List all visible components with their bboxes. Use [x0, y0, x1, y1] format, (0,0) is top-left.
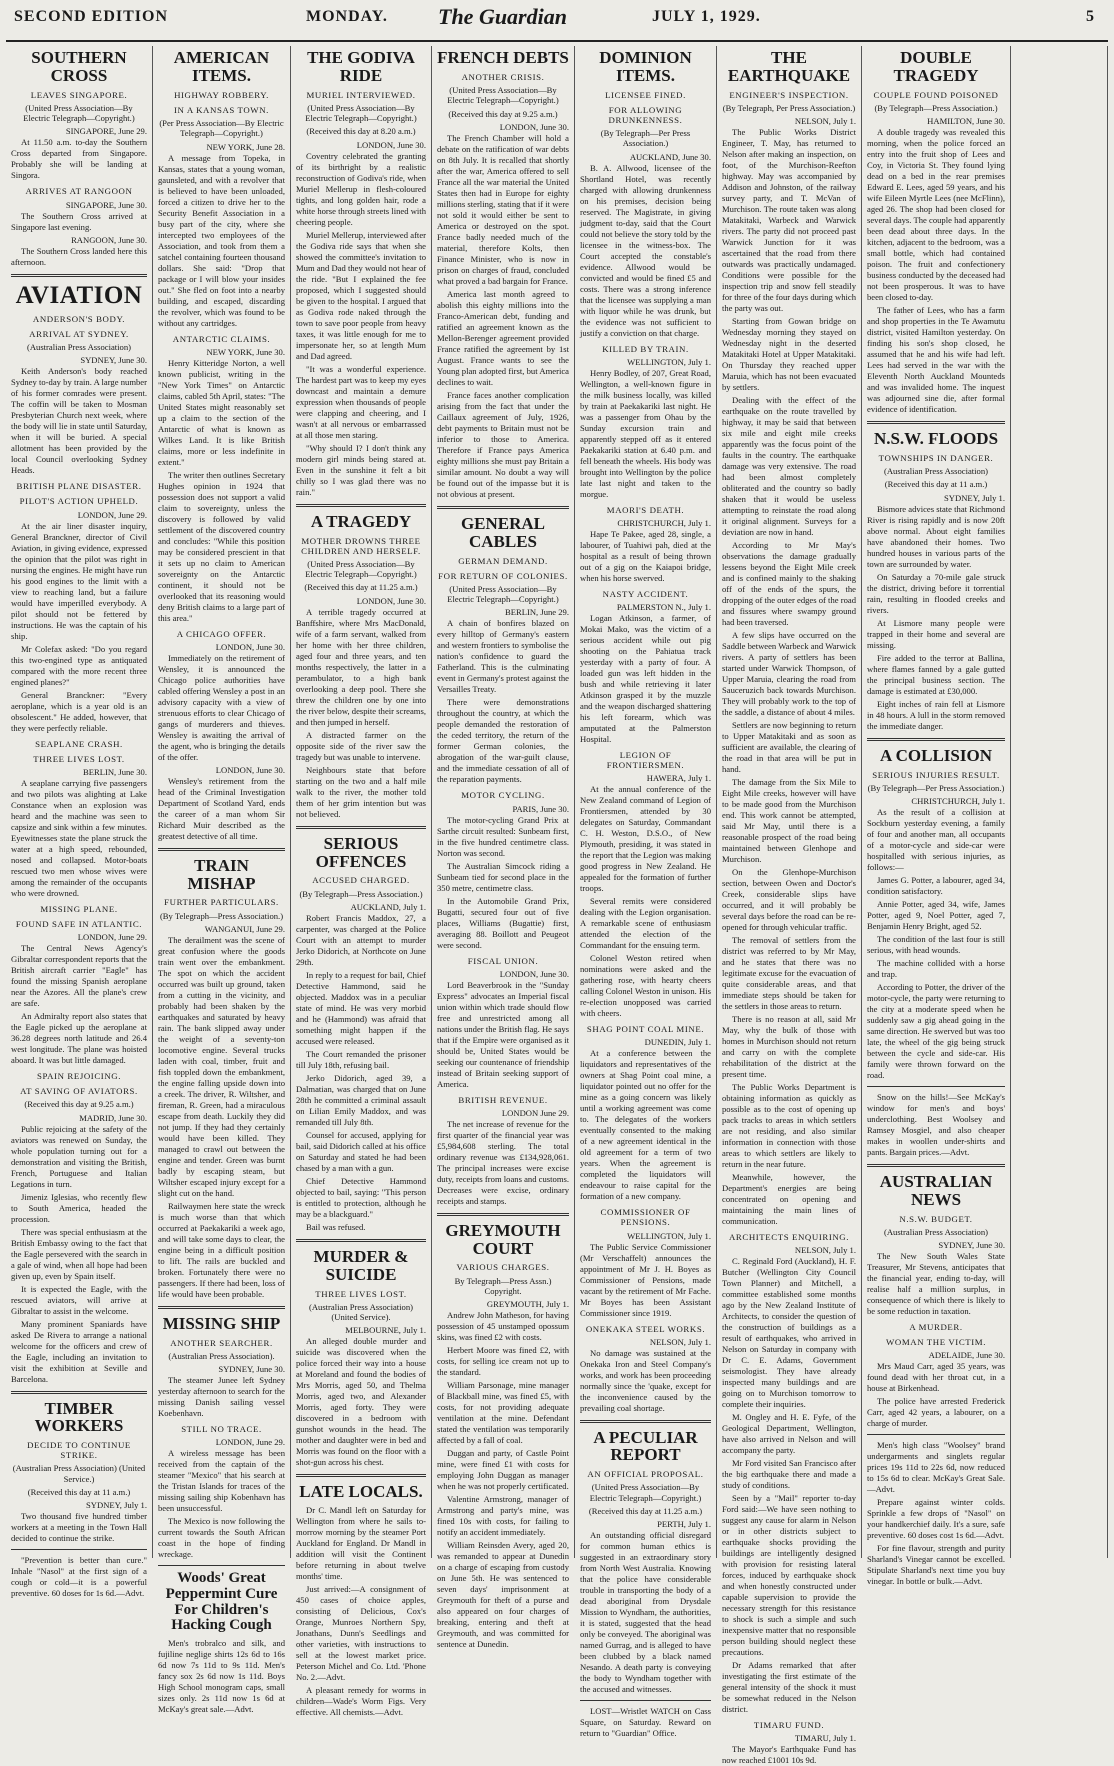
paragraph: At the annual conference of the New Zealand command of Legion of Frontiersmen, attended by 30 delegates on Saturday, Commandant C. H. Weston, D.S.O., of New Plymouth, presiding, it was stated in the report that the Legion was making good progress in New Zealand. He appealed for the formation of further troops.	[580, 784, 711, 894]
subheading: SPAIN REJOICING.	[36, 1070, 122, 1081]
dateline: CHRISTCHURCH, July 1.	[617, 517, 711, 528]
subheading: THREE LIVES LOST.	[33, 753, 125, 764]
dateline: DUNEDIN, July 1.	[644, 1037, 711, 1048]
paragraph: A wireless message has been received from the captain of the steamer "Mexico" that his search at the Tristan Islands for traces of the missing sailing ship Kobenhavn has been unsuccessful.	[158, 1448, 285, 1514]
paragraph: The net increase of revenue for the first quarter of the financial year was £5,984,608 sterling. The total ordinary revenue was £134,928,061. The principal increases were excise duty, receipts from loans and customs. Decreases were excise, ordinary receipts and stamps.	[437, 1118, 569, 1206]
subheading: LEGION OF FRONTIERSMEN.	[606, 749, 685, 771]
dateline: ADELAIDE, June 30.	[928, 1350, 1005, 1361]
headline: A TRAGEDY	[310, 511, 412, 531]
subheading: PILOT'S ACTION UPHELD.	[19, 496, 139, 507]
paragraph: The Southern Cross landed here this afternoon.	[11, 245, 147, 267]
column-rule	[867, 421, 1005, 424]
dateline: LONDON, June 29.	[215, 1437, 285, 1448]
source-credit: (United Press Association—By Electric Telegraph—Copyright.)	[447, 583, 559, 605]
paragraph: An Admiralty report also states that the Eagle picked up the aeroplane at 36.28 degrees north latitude and 26.4 west longitude. The plane was hoisted aboard. It was but little damaged.	[11, 1010, 147, 1065]
dateline: WELLINGTON, July 1.	[627, 356, 711, 367]
paragraph: James G. Potter, a labourer, aged 34, condition satisfactory.	[867, 874, 1005, 896]
paragraph: Counsel for accused, applying for bail, said Didorich called at his office on Saturday and stated he had been chased by a man with a gun.	[296, 1129, 426, 1173]
column-rule	[867, 738, 1005, 741]
paragraph: Mr Colefax asked: "Do you regard this two-engined type as antiquated compared with the more recent three engined planes?"	[11, 643, 147, 687]
dateline: SYDNEY, July 1.	[944, 492, 1005, 503]
column-5	[575, 46, 717, 1739]
paragraph: The removal of settlers from the district was referred to by Mr May, and he states that there was no legitimate excuse for the evacuation of quite considerable areas, and that immediate steps should be taken for the settlers in those areas to return.	[722, 935, 856, 1012]
paragraph: Mr Ford visited San Francisco after the big earthquake there and made a study of conditions.	[722, 1458, 856, 1491]
dateline: NEW YORK, June 30.	[206, 346, 285, 357]
paragraph: Jimeniz Iglesias, who recently flew to South America, headed the procession.	[11, 1191, 147, 1224]
source-credit: (Australian Press Association) (United Service.)	[12, 1463, 146, 1484]
headline: A COLLISION	[880, 745, 992, 765]
paragraph: The Public Works Department is obtaining information as quickly as possible as to the cost of opening up pack tracks to areas in which settlers are not residing, and also similar information in connection with those areas to which settlers are likely to return in the near future.	[722, 1082, 856, 1170]
headline: MURDER & SUICIDE	[313, 1246, 409, 1284]
paragraph: The Mexico is now following the current towards the South African coast in the hope of finding wreckage.	[158, 1516, 285, 1560]
paragraph: Dr C. Mandl left on Saturday for Wellington from where he sails to-morrow morning by the steamer Port Auckland for England. Dr Mandl in addition will visit the Continent before returning in about twelve months' time.	[296, 1505, 426, 1582]
column-4	[432, 46, 575, 1650]
paragraph: The police have arrested Frederick Carr, aged 42 years, a labourer, on a charge of murder.	[867, 1396, 1005, 1429]
paragraph: Annie Potter, aged 34, wife, James Potter, aged 9, Noel Potter, aged 7, Benjamin Henry Bright, aged 52.	[867, 898, 1005, 931]
column-6	[717, 46, 862, 1766]
column-rule	[296, 504, 426, 507]
column-rule	[11, 1549, 147, 1550]
paragraph: France faces another complication arising from the fact that under the Caillaux agreement of July, 1926, debt payments to Britain must not be inferior to those to America. Therefore if France pays America eighty millions she must pay Britain a similar amount. No doubt a way will be found out of the impasse but it is not obvious at present.	[437, 389, 569, 499]
subheading: HIGHWAY ROBBERY.	[174, 89, 269, 100]
source-credit: (By Telegraph—Per Press Association.)	[600, 128, 691, 149]
column-rule	[867, 1434, 1005, 1435]
paragraph: Coventry celebrated the granting of its birthright by a realistic reconstruction of Godiva's ride, when Muriel Mellerup in flesh-coloured tights, and long golden hair, rode a white horse through streets lined with cheering people.	[296, 150, 426, 227]
paragraph: C. Reginald Ford (Auckland), H. F. Butcher (Wellington City Council Town Planner) and Mitchell, a committee established some months ago by the New Zealand Institute of Architects, to consider the question of the construction of buildings as a result of earthquakes, who arrived in Nelson on Saturday in company with Dr C. E. Adams, Government seismologist. They have already inspected many buildings and are going on to Murchison tomorrow to complete their inquiries.	[722, 1256, 856, 1410]
paragraph: At 11.50 a.m. to-day the Southern Cross departed from Singapore. Probably she will be landing at Singora.	[11, 137, 147, 181]
headline: A PECULIAR REPORT	[593, 1427, 698, 1465]
paragraph: The condition of the last four is still serious, with head wounds.	[867, 933, 1005, 955]
paragraph: There is no reason at all, said Mr May, why the bulk of those with homes in Murchison should not return and carry on with the complete rehabilitation of the district at the present time.	[722, 1014, 856, 1080]
paragraph: Henry Bodley, of 207, Great Road, Wellington, a well-known figure in the milk business locally, was killed by train at Paekakariki last night. He was a passenger from Ohau by the Sunday excursion train and apparently stepped off as it entered Paekakariki station at 6.40 p.m. and fell beneath the wheels. His body was brought into Wellington by the police late last night and taken to the morgue.	[580, 367, 711, 499]
paragraph: The father of Lees, who has a farm and shop properties in the Te Awamutu district, visited Hamilton yesterday. On finding his son's shop closed, he assumed that he and his wife had left. Lees had served in the war with the Eleventh North Auckland Mounteds and was invalided home. The inquest was adjourned sine die, after formal evidence of identification.	[867, 305, 1005, 415]
paragraph: At Lismore many people were trapped in their home and several are missing.	[867, 617, 1005, 650]
subheading: KILLED BY TRAIN.	[602, 343, 689, 354]
dateline: SYDNEY, June 30.	[938, 1240, 1005, 1251]
paragraph: Settlers are now beginning to return to Upper Matakitaki and as soon as sufficient are available, the clearing of the road in that area will be put in hand.	[722, 720, 856, 775]
source-credit: (Received this day at 11 a.m.)	[27, 1487, 131, 1498]
source-credit: (United Press Association—By Electric Telegraph—Copyright.)	[447, 84, 559, 106]
dateline: NELSON, July 1.	[794, 116, 856, 127]
paragraph: The Australian Simcock riding a Sunbeam tied for second place in the 350 metre, centimetre class.	[437, 860, 569, 893]
dateline: HAMILTON, June 30.	[927, 116, 1005, 127]
paragraph: A distracted farmer on the opposite side of the river saw the tragedy but was unable to intervene.	[296, 729, 426, 762]
source-credit: (By Telegraph—Press Association.)	[874, 102, 998, 113]
dateline: LONDON, June 29.	[77, 509, 147, 520]
paragraph: The machine collided with a horse and trap.	[867, 957, 1005, 979]
subheading: SEAPLANE CRASH.	[35, 738, 123, 749]
paragraph: Henry Kitteridge Norton, a well known publicist, writing in the "New York Times" on Antarctic claims, cabled 5th April, states: "The United States might reasonably set up a claim to the section of the Antarctic of what is known as Wilkes Land. It is like British claims, more or less indefinite in extent."	[158, 357, 285, 467]
paragraph: In reply to a request for bail, Chief Detective Hammond, said he objected. Maddox was in a peculiar state of mind. He was very morbid and he (Hammond) was afraid that something might happen if the accused were released.	[296, 969, 426, 1046]
paragraph: The Public Service Commissioner (Mr Verschaffelt) announces the appointment of Mr J. H. Boyes as Commissioner of Pensions, made vacant by the retirement of Mr Fache. Mr Boyes has been Assistant Commissioner since 1919.	[580, 1241, 711, 1318]
headline: SERIOUS OFFENCES	[315, 833, 407, 871]
paragraph: Robert Francis Maddox, 27, a carpenter, was charged at the Police Court with an attempt to murder Jerko Didorich, at Northcote on June 29th.	[296, 912, 426, 967]
paragraph: In the Automobile Grand Prix, Bugatti, secured four out of five places, Williams (Bugattie) first, averaging 88. Boillott and Peugeot were second.	[437, 895, 569, 950]
paragraph: A terrible tragedy occurred at Banffshire, where Mrs MacDonald, wife of a farm servant, walked from her home with her three children, aged four and three years, and ten months respectively, the latter in a perambulator, to a high bank overlooking a deep pool. There she threw the children one by one into the river below, despite their screams, and then jumped in herself.	[296, 606, 426, 727]
subheading: FISCAL UNION.	[467, 955, 539, 966]
headline: THE GODIVA RIDE	[307, 48, 415, 85]
paragraph: General Branckner: "Every aeroplane, which is a year old is an obsolescent." He added, however, that they were perfectly reliable.	[11, 689, 147, 733]
subheading: SHAG POINT COAL MINE.	[586, 1024, 705, 1035]
paragraph: Public rejoicing at the safety of the aviators was renewed on Sunday, the whole population turning out for a demonstration and visiting the British, French, Portuguese and Italian Legations in turn.	[11, 1123, 147, 1189]
paragraph: Railwaymen here state the wreck is much worse than that which occurred at Paekakariki a week ago, and will take some days to clear, the engine being in a difficult position to lift. The rails are buckled and broken. Fortunately there were no passengers. If there had been, loss of life would have been probable.	[158, 1200, 285, 1299]
paragraph: A few slips have occurred on the Saddle between Warbeck and Warwick rivers. A party of settlers has been started under Warwick Thompson, of Upper Maruia, clearing the road from Sauceruzich back towards Murchison. They will probably work to the top of the saddle, a distance of about 4 miles.	[722, 630, 856, 718]
subheading: ARCHITECTS ENQUIRING.	[728, 1232, 850, 1243]
source-credit: (By Telegraph—Per Press Association.)	[867, 782, 1005, 793]
paragraph: A message from Topeka, in Kansas, states that a young woman, gaunsleted, and with a revolver that is believed to have been unloaded, forced a citizen to drive her to the Security Benefit Association in a busy part of the city, where she intercepted two employees of the Association, and took from them a satchel containing fourteen thousand dollars. She said: "Drop that package or I will blow your insides out." She fled on foot into a nearby building, and escaped, discarding the revolver, which was found to be without any cartridges.	[158, 152, 285, 328]
source-credit: (United Press Association—By Electric Telegraph—Copyright.)	[23, 102, 135, 124]
paragraph: Immediately on the retirement of Wensley, it is announced the Chicago police authorities have cabled offering Wensley a post in an advisory capacity with a view of strenuous efforts to clear Chicago of gangs of murderers and thieves. Wensley is awaiting the arrival of the agent, who is bringing the details of the offer.	[158, 652, 285, 762]
dateline: MADRID, June 30.	[79, 1112, 147, 1123]
dateline: GREYMOUTH, July 1.	[486, 1299, 569, 1310]
source-credit: By Telegraph—Press Assn.) Copyright.	[454, 1275, 552, 1296]
paragraph: An outstanding official disregard for common human ethics is suggested in an extraordinary story from North West Australia. Knowing that the police have considerable trouble in transporting the body of a dead aboriginal from Drysdale Mission to Wyndham, the authorities, it is stated, suggested that the head only be conveyed. The aboriginal was named Gurrag, and is alleged to have been clubbed by a black named Nesando. A death party is conveying the body to Wyndham together with the accused and witnesses.	[580, 1530, 711, 1695]
headline: Woods' Great Peppermint Cure For Children's Hacking Cough	[165, 1570, 278, 1634]
paragraph: Herbert Moore was fined £2, with costs, for selling ice cream not up to the standard.	[437, 1345, 569, 1378]
column-rule	[158, 848, 285, 851]
dateline: LONDON, June 30.	[215, 764, 285, 775]
paragraph: Eight inches of rain fell at Lismore in 48 hours. A lull in the storm removed the immediate danger.	[867, 698, 1005, 731]
dateline: PALMERSTON N., July 1.	[616, 601, 711, 612]
paragraph: The Central News Agency's Gibraltar correspondent reports that the British aircraft carrier "Eagle" has found the missing Spanish aeroplane near the Azores. All the plane's crew are safe.	[11, 942, 147, 1008]
source-credit: (Received this day at 11.25 a.m.)	[588, 1506, 703, 1517]
headline: MISSING SHIP	[162, 1313, 281, 1333]
dateline: CHRISTCHURCH, July 1.	[911, 795, 1005, 806]
dateline: SYDNEY, June 30.	[80, 355, 147, 366]
source-credit: (By Telegraph, Per Press Association.)	[722, 102, 856, 113]
subheading: ENGINEER'S INSPECTION.	[729, 89, 849, 100]
headline: LATE LOCALS.	[299, 1482, 423, 1502]
subheading: ANDERSON'S BODY.	[32, 313, 126, 324]
paragraph: Dealing with the effect of the earthquake on the route travelled by highway, it may be said that between six mile and eight mile creeks apparently was the focus point of the faults in the country. The earthquake damage was very extensive. The road had been almost completely obliterated and the country so badly shaken that it would be useless attempting to reinstate the road along it original alignment. Surveys for a deviation are now in hand.	[722, 395, 856, 538]
source-credit: (Australian Press Association)	[883, 466, 989, 477]
paragraph: "It was a wonderful experience. The hardest part was to keep my eyes downcast and maintain a demure expression when thousands of people were clapping and cheering, and I wasn't at all nervous or embarrassed at all those men staring.	[296, 363, 426, 440]
paragraph: For fine flavour, strength and purity Sharland's Vinegar cannot be excelled. Stipulate Sharland's next time you buy vinegar. In bottle or bulk.—Advt.	[867, 1543, 1005, 1587]
paragraph: The Southern Cross arrived at Singapore last evening.	[11, 210, 147, 232]
paragraph: No damage was sustained at the Onekaka Iron and Steel Company's works, and work has been proceeding normally since the 'quake, except for the inconvenience caused by the prevailing coal shortage.	[580, 1347, 711, 1413]
paragraph: Wensley's retirement from the head of the Criminal Investigation Department of Scotland Yard, ends the career of a man whom Sir Richard Muir described as the greatest detective of all time.	[158, 775, 285, 841]
newspaper-title: The Guardian	[438, 4, 567, 29]
subheading: N.S.W. BUDGET.	[899, 1213, 973, 1224]
paragraph: Just arrived:—A consignment of 450 cases of choice apples, consisting of Delicious, Cox's Orange, Munroes Northern Spy, Jonathans, Dunn's Seedlings and other varieties, with instructions to sell at the lowest market price. Peterson Michel and Co. Ltd. 'Phone No. 2.—Advt.	[296, 1584, 426, 1683]
paragraph: As the result of a collision at Sockburn yesterday evening, a family of four and another man, all occupants of a motor-cycle and side-car were hospitalled with serious injuries, as follows:—	[867, 806, 1005, 872]
source-credit: (United Press Association—By Electric Telegraph—Copyright.)	[589, 1482, 702, 1503]
source-credit: (By Telegraph—Press Association.)	[299, 888, 423, 899]
paragraph: At the air liner disaster inquiry, General Branckner, director of Civil Aviation, in giving evidence, expressed the opinion that the pilot was right in nursing the engines. He might have run his good engines to the limit with a view to reaching land, but a failure would have imperilled everybody. A pilot should not be fettered by instructions. He was the captain of his ship.	[11, 520, 147, 641]
day-label: MONDAY.	[306, 8, 388, 25]
headline: THE EARTHQUAKE	[727, 48, 851, 85]
headline: DOUBLE TRAGEDY	[893, 48, 979, 85]
paragraph: The Public Works District Engineer, T. May, has returned to Nelson after making an inspection, on foot, of the Murchison-Reefton highway. May was accompanied by Addison and Johnston, of the railway survey party, and T. McVan of Murchison. The route taken was along Matakitaki, Warbeck and Warwick rivers. The party did not proceed past Warwick Junction for it was ascertained that the road from there outwards was practically undamaged. Conditions were possible for the inspection trip and snow fell steadily for three of the four days during which the party was out.	[722, 127, 856, 314]
paragraph: A double tragedy was revealed this morning, when the police forced an entry into the fruit shop of Lees and Coy, in Victoria St. They found lying dead on a bed in the rear premises Edward E. Lees, aged 59 years, and his wife Eileen Myrtle Lees (nee McFlinn), aged 26. The shop had been closed for several days. The couple had apparently been dead about three days. In the kitchen, adjacent to the bedroom, was a small bottle, which had contained poison. The fruit and confectionery business conducted by the deceased had not been prosperous. It was to have been closed to-day.	[867, 127, 1005, 303]
subheading: MURIEL INTERVIEWED.	[306, 89, 416, 100]
paragraph: The derailment was the scene of great confusion where the goods train went over the embankment. The spot on which the accident occurred was built up ground, taken from a cutting in the vicinity, and probably had been shaken by the earthquakes and saturated by heavy rain. The bank slipped away under the weight of a seventy-ton locomotive engine. Several trucks laden with coal, timber, fruit and fish toppled down the embankment, the engine falling upside down into a creek. The driver, R. Wiltsher, and fireman, R. Green, had a miraculous escape from death. Luckily they did not jump. If they had they certainly would have been killed. They managed to crawl out between the engine and tender. Green was burnt badly by escaping steam, but Wiltsher escaped injury except for a slight cut on the hand.	[158, 934, 285, 1198]
paragraph: An alleged double murder and suicide was discovered when the police forced their way into a house at Moreland and found the bodies of Mrs Morris, aged 50, and Thelma Morris, aged two, and Alexander Morris, aged forty. They were discovered in a bedroom with gunshot wounds in the head. The mother and daughter were in bed and Morris was found on the floor with a shot-gun across his chest.	[296, 1336, 426, 1468]
source-credit: (United Press Association—By Electric Telegraph—Copyright.)	[305, 558, 417, 580]
paragraph: The damage from the Six Mile to Eight Mile creeks, however will have to be made good from the Murchison end. This work cannot be attempted, said Mr May, until there is a reasonable prospect of the road being maintained between Glenhope and Murchison.	[722, 777, 856, 865]
source-credit: (Australian Press Association) (United Service).	[308, 1301, 414, 1322]
dateline: LONDON, June 30.	[356, 139, 426, 150]
dateline: PARIS, June 30.	[512, 803, 569, 814]
paragraph: Bismore advices state that Richmond River is rising rapidly and is now 20ft above normal. About eight families have abandoned their homes. Two hundred houses in various parts of the town are surrounded by water.	[867, 503, 1005, 569]
dateline: WELLINGTON, July 1.	[627, 1230, 711, 1241]
headline: AUSTRALIAN NEWS	[879, 1171, 993, 1209]
paragraph: LOST—Wristlet WATCH on Cass Square, on Saturday. Reward on return to "Guardian" Office.	[580, 1706, 711, 1739]
column-rule	[158, 1306, 285, 1309]
source-credit: (Per Press Association—By Electric Telegraph—Copyright.)	[159, 117, 284, 139]
column-8	[1011, 46, 1108, 1558]
paragraph: On Saturday a 70-mile gale struck the district, driving before it torrential rain, resulting in flooded creeks and rivers.	[867, 571, 1005, 615]
paragraph: "Prevention is better than cure." Inhale "Nasol" at the first sign of a cough or cold—it is a powerful preventive. 60 doses for 1s 6d.—Advt.	[11, 1555, 147, 1599]
source-credit: (Received this day at 9.25 a.m.)	[448, 108, 558, 119]
source-credit: (Australian Press Association)	[883, 1226, 989, 1237]
paragraph: Prepare against winter colds. Sprinkle a few drops of "Nasol" on your handkerchief daily. It's a sure, safe preventive. 60 doses cost 1s 6d.—Advt.	[867, 1497, 1005, 1541]
paragraph: Men's trobralco and silk, and fujiline neglige shirts 12s 6d to 16s 6d now 7s 11d to 9s 11d. Men's fancy sox 2s 6d now 1s 11d. Boys High School monogram caps, small sizes only. 2s 11d now 1s 6d at McKay's great sale.—Advt.	[158, 1638, 285, 1715]
dateline: BERLIN, June 29.	[505, 607, 569, 618]
dateline: PERTH, July 1.	[657, 1519, 711, 1530]
paragraph: Keith Anderson's body reached Sydney to-day by train. A large number of his former comrades were present. The coffin will be taken to Mosman Presbyterian Church next week, where the body will lie in state until Saturday, when it will be buried. A special allotment has been provided by the local Council overlooking Sydney Heads.	[11, 366, 147, 476]
paragraph: There were demonstrations throughout the country, at which the people demanded the restoration of the ceded territory, the return of the former German colonies, the abrogation of the war-guilt clause, and the immediate cessation of all of the reparation payments.	[437, 697, 569, 785]
source-credit: (Australian Press Association).	[168, 1350, 275, 1361]
paragraph: On the Glenhope-Murchison section, between Owen and Doctor's Creek, considerable slips have occurred, and it will probably be several days before the road can be re-opened for through vehicular traffic.	[722, 867, 856, 933]
source-credit: (By Telegraph—Press Association.)	[159, 910, 284, 921]
paragraph: Valentine Armstrong, manager of Armstrong and party's mine, was fined 10s with costs, for failing to notify an accident immediately.	[437, 1494, 569, 1538]
headline: TRAIN MISHAP	[187, 855, 256, 893]
paragraph: According to Mr May's observations the damage gradually lessens beyond the Eight Mile creek and is confined mainly to the shaking off of the ends of the spurs, the dropping of the outer edges of the road and fissures where swampy ground had been traversed.	[722, 540, 856, 628]
subheading: FOR RETURN OF COLONIES.	[438, 570, 568, 581]
headline: N.S.W. FLOODS	[873, 429, 999, 449]
column-rule	[296, 1239, 426, 1242]
subheading: FOR ALLOWING DRUNKENNESS.	[608, 104, 683, 125]
paragraph: Logan Atkinson, a farmer, of Mokai Mako, was the victim of a serious accident while out pig shooting on the Pahiatua track yesterday with a party of four. A loaded gun was left hidden in the bush and while retrieving it later Atkinson grasped it by the muzzle and the weapon discharged shattering his left forearm, which was amputated at the Palmerston Hospital.	[580, 612, 711, 744]
column-1	[6, 46, 153, 1599]
subheading: IN A KANSAS TOWN.	[174, 104, 269, 115]
subheading: TIMARU FUND.	[753, 1720, 825, 1731]
paragraph: A pleasant remedy for worms in children—Wade's Worm Figs. Very effective. All chemists.—Advt.	[296, 1685, 426, 1718]
paragraph: Starting from Gowan bridge on Wednesday morning they stayed on Wednesday night in the deserted Matakitaki Hotel at Upper Matakitaki. On Thursday they reached upper Maruia, which has not been evacuated by settlers.	[722, 316, 856, 393]
paragraph: Hape Te Pakee, aged 28, single, a labourer, of Tuahiwi pah, died at the hospital as a result of being thrown out of a gig on the Kaiapoi bridge, when his horse swerved.	[580, 528, 711, 583]
dateline: LONDON, June 30.	[499, 121, 569, 132]
dateline: MELBOURNE, July 1.	[345, 1325, 426, 1336]
paragraph: William Parsonage, mine manager of Blackball mine, was fined £5, with costs, for not providing adequate ventilation at the mine. Defendant stated the ventilation was temporarily affected by a fall of coal.	[437, 1380, 569, 1446]
source-credit: (United Press Association—By Electric Telegraph—Copyright.)	[305, 102, 417, 124]
subheading: ANOTHER SEARCHER.	[170, 1337, 273, 1348]
column-rule	[867, 1086, 1005, 1087]
subheading: COMMISSIONER OF PENSIONS.	[600, 1207, 691, 1228]
subheading: SERIOUS INJURIES RESULT.	[872, 769, 1000, 780]
paragraph: Chief Detective Hammond objected to bail, saying: "This person is entitled to protection, although he may be a blackguard."	[296, 1175, 426, 1219]
subheading: MOTHER DROWNS THREE CHILDREN AND HERSELF.	[301, 535, 421, 556]
paragraph: The Mayor's Earthquake Fund has now reached £1001 10s 9d.	[722, 1744, 856, 1766]
masthead	[6, 2, 1108, 42]
paragraph: Snow on the hills!—See McKay's window for men's and boys' underclothing. Best Woolsey and Ramsey Mosgiel, and also cheaper makes in woollen under-shirts and pants. Bargain prices.—Advt.	[867, 1091, 1005, 1157]
paragraph: Andrew John Matheson, for having possession of 45 unstamped opossum skins, was fined £2 with costs.	[437, 1310, 569, 1343]
source-credit: (Received this day at 11.25 a.m.)	[304, 582, 418, 593]
headline: GREYMOUTH COURT	[445, 1220, 561, 1258]
paragraph: Fire added to the terror at Ballina, where flames fanned by a gale gutted the principal business section. The damage is estimated at £30,000.	[867, 652, 1005, 696]
dateline: LONDON, June 30.	[499, 968, 569, 979]
dateline: SINGAPORE, June 29.	[65, 126, 147, 137]
dateline: RANGOON, June 30.	[71, 234, 147, 245]
paragraph: According to Potter, the driver of the motor-cycle, the party were returning to the city at a moderate speed when he suddenly saw a gig ahead going in the same direction. He swerved but was too late, the wheel of the gig being struck between the cycle and side-car. His family were thrown forward on the road.	[867, 981, 1005, 1080]
column-rule	[296, 1474, 426, 1477]
headline: DOMINION ITEMS.	[599, 48, 692, 85]
subheading: BRITISH PLANE DISASTER.	[16, 481, 142, 492]
dateline: AUCKLAND, July 1.	[350, 901, 426, 912]
column-rule	[158, 1565, 285, 1566]
headline: GENERAL CABLES	[460, 513, 546, 551]
paragraph: Duggan and party, of Castle Point mine, were fined £1 with costs for employing John Duggan as manager when he was not properly certificated.	[437, 1448, 569, 1492]
subheading: DECIDE TO CONTINUE STRIKE.	[27, 1440, 131, 1461]
dateline: SYDNEY, June 30.	[218, 1364, 285, 1375]
column-rule	[437, 506, 569, 509]
paragraph: Two thousand five hundred timber workers at a meeting in the Town Hall decided to continue the strike.	[11, 1511, 147, 1544]
subheading: NASTY ACCIDENT.	[602, 588, 689, 599]
paragraph: The Court remanded the prisoner till July 18th, refusing bail.	[296, 1048, 426, 1070]
column-rule	[580, 1420, 711, 1423]
column-rule	[437, 1213, 569, 1216]
paragraph: William Reinsden Avery, aged 20, was remanded to appear at Dunedin on a charge of escaping from custody on June 5th. He was sentenced to seven days' imprisonment at Greymouth for theft of a purse and also appeared on four charges of breaking, entering and theft at Greymouth, and was committed for sentence at Dunedin.	[437, 1540, 569, 1650]
headline: AMERICAN ITEMS.	[173, 48, 270, 85]
headline: FRENCH DEBTS	[437, 48, 569, 67]
paragraph: "Why should I? I don't think any modern girl minds being stared at. Even in the sunshine it felt a bit chilly so I was glad there was no rain."	[296, 442, 426, 497]
paragraph: B. A. Allwood, licensee of the Shortland Hotel, was recently charged with allowing drunkenness on his premises, decision being reserved. The Magistrate, in giving judgment to-day, said that the Court could not believe the story told by the licensee in the witness-box. The Court accepted the constable's evidence. Allwood would be convicted and would be fined £5 and costs. There was a strong inference that the licensee was supplying a man with liquor while he was drunk, but the evidence was not sufficient to justify a conviction on that charge.	[580, 162, 711, 338]
dateline: HAWERA, July 1.	[646, 773, 711, 784]
paragraph: A seaplane carrying five passengers and two pilots was alighting at Lake Constance when an explosion was heard and the machine was seen to capsize and sink within a few minutes. Eyewitnesses state the plane struck the water at a high speed, rebounded, nosed and collapsed. Motor-boats rescued two men whose wives were among the remainder of the occupants who were drowned.	[11, 777, 147, 898]
paragraph: Many prominent Spaniards have asked De Rivera to arrange a national welcome for the officers and crew of the Eagle, including an invitation to visit the exhibition at Seville and Barcelona.	[11, 1318, 147, 1384]
column-3	[291, 46, 432, 1718]
subheading: AN OFFICIAL PROPOSAL.	[587, 1469, 704, 1480]
column-rule	[867, 1164, 1005, 1167]
paragraph: Men's high class "Woolsey" brand undergarments and singlets regular prices 19s 11d to 22s 6d, now reduced to 15s 6d to clear. McKay's Great Sale.—Advt.	[867, 1440, 1005, 1495]
subheading: BRITISH REVENUE.	[458, 1094, 548, 1105]
dateline: SINGAPORE, June 30.	[65, 199, 147, 210]
paragraph: Seen by a "Mail" reporter to-day Ford said:—We have seen nothing to suggest any cause for alarm in Nelson or in other districts subject to earthquake shocks providing the buildings are intelligently designed with provision for resisting lateral forces, induced by earthquake shock and when honestly constructed under capable supervision to provide the necessary strength for this resistance to shock is such a simple and such inexpensive matter that no responsible person building should neglect these precautions.	[722, 1493, 856, 1658]
dateline: TIMARU, July 1.	[794, 1733, 856, 1744]
subheading: AT SAVING OF AVIATORS.	[20, 1086, 138, 1097]
paragraph: Jerko Didorich, aged 39, a Dalmatian, was charged that on June 28th he committed a criminal assault on Lilian Emily Maddox, and was remanded till July 8th.	[296, 1072, 426, 1127]
dateline: AUCKLAND, June 30.	[629, 151, 711, 162]
subheading: COUPLE FOUND POISONED	[873, 89, 999, 100]
paragraph: The New South Wales State Treasurer, Mr Stevens, anticipates that the financial year, ending to-day, will realise half a million surplus, in consequence of which there is likely to be some reduction in taxation.	[867, 1251, 1005, 1317]
paragraph: America last month agreed to abolish this eighty millions into the Franco-American debt, funding and ratified an agreement known as the Mellon-Berenger agreement provided France ratified the agreement by 1st August. France wants to see the Young plan adopted first, but America declines to wait.	[437, 288, 569, 387]
paragraph: At a conference between the liquidators and representatives of the owners at Shag Point coal mine, a liquidator pointed out no offer for the mine as a going concern was likely until a working agreement was come to. The delegates of the workers eventually consented to the making of a new agreement identical in the old agreement for a term of two years. When the agreement is completed the liquidators will endeavour to raise capital for the formation of a new company.	[580, 1048, 711, 1202]
dateline: LONDON, June 29.	[77, 931, 147, 942]
subheading: A MURDER.	[909, 1322, 963, 1333]
headline: TIMBER WORKERS	[34, 1398, 124, 1436]
subheading: STILL NO TRACE.	[181, 1424, 262, 1435]
subheading: ONEKAKA STEEL WORKS.	[585, 1323, 706, 1334]
paragraph: Bail was refused.	[306, 1221, 366, 1232]
dateline: BERLIN, June 30.	[83, 766, 147, 777]
subheading: LICENSEE FINED.	[605, 89, 686, 100]
subheading: MISSING PLANE.	[40, 903, 118, 914]
page-number: 5	[1086, 8, 1095, 25]
subheading: MOTOR CYCLING.	[461, 790, 545, 801]
dateline: LONDON June 29.	[501, 1107, 569, 1118]
subheading: GERMAN DEMAND.	[458, 555, 548, 566]
edition-label: SECOND EDITION	[14, 8, 169, 25]
dateline: SYDNEY, July 1.	[86, 1500, 147, 1511]
paragraph: Mrs Maud Carr, aged 35 years, was found dead with her throat cut, in a house at Birkenhead.	[867, 1361, 1005, 1394]
paragraph: The motor-cycling Grand Prix at Sarthe circuit resulted: Sunbeam first, in the five hundred centimetre class. Norton was second.	[437, 814, 569, 858]
headline: SOUTHERN CROSS	[31, 48, 127, 85]
subheading: ANTARCTIC CLAIMS.	[172, 333, 271, 344]
paragraph: A chain of bonfires blazed on every hilltop of Germany's eastern and western frontiers to symbolise the nation's confidence to guard the Fatherland. This is the culminating event in Germany's protest against the Versailles Treaty.	[437, 618, 569, 695]
paragraph: The steamer Junee left Sydney yesterday afternoon to search for the missing Danish sailing vessel Koebenhavn.	[158, 1375, 285, 1419]
subheading: TOWNSHIPS IN DANGER.	[878, 452, 994, 463]
subheading: ARRIVAL AT SYDNEY.	[29, 328, 129, 339]
dateline: NELSON, July 1.	[649, 1336, 711, 1347]
source-credit: (Received this day at 11 a.m.)	[884, 479, 988, 490]
paragraph: Several remits were considered dealing with the Legion organisation. A remarkable scene of enthusiasm attended the election of the Commandant for the ensuing term.	[580, 896, 711, 951]
dateline: NEW YORK, June 28.	[206, 141, 285, 152]
subheading: LEAVES SINGAPORE.	[30, 89, 128, 100]
column-rule	[296, 826, 426, 829]
column-rule	[11, 274, 147, 277]
source-credit: (Received this day at 9.25 a.m.)	[24, 1099, 134, 1110]
paragraph: Colonel Weston retired when nominations were asked and the gathering rose, with hearty cheers calling Colonel Weston in unison. His re-election unopposed was carried with cheers.	[580, 953, 711, 1019]
paragraph: Lord Beaverbrook in the "Sunday Express" advocates an Imperial fiscal union within which trade should flow free and unrestricted among all nations under the British flag. He says that if the Empire were organised as it should be, United States would be seeking our countenance of friendship instead of Britain seeking support of America.	[437, 979, 569, 1089]
column-rule	[11, 1391, 147, 1394]
headline: AVIATION	[15, 281, 143, 309]
subheading: ARRIVES AT RANGOON	[25, 186, 133, 197]
paragraph: The French Chamber will hold a debate on the ratification of war debts on 8th July. It is recalled that shortly after the war, America offered to sell France all the war material the United States then had in Europe for eighty millions sterling, stating that if it were not sold it would either be sent to America or destroyed on the spot. France badly needed much of the material, therefore Kolts, then Finance Minister, who is now in prison on charges of fraud, concluded what proved a bad bargain for France.	[437, 132, 569, 286]
date-label: JULY 1, 1929.	[652, 8, 761, 25]
subheading: WOMAN THE VICTIM.	[885, 1337, 987, 1348]
column-rule	[580, 1700, 711, 1701]
subheading: VARIOUS CHARGES.	[456, 1262, 550, 1273]
subheading: FURTHER PARTICULARS.	[164, 897, 279, 908]
column-7	[862, 46, 1011, 1587]
dateline: NELSON, July 1.	[794, 1245, 856, 1256]
source-credit: (Australian Press Association)	[26, 342, 132, 352]
paragraph: The writer then outlines Secretary Hughes opinion in 1924 that possession does not support a valid claim to sovereignty, unless the discovery is followed by valid settlement of the discovered country and concludes: "While this position may be considered prescient in that it sets up no claim to American sovereignty on the Antarctic continent, it should not be overlooked that its reasoning would deny British claims to a large part of this area."	[158, 469, 285, 623]
paragraph: Muriel Mellerup, interviewed after the Godiva ride says that when she showed the committee's invitation to Mum and Dad they would not hear of the ride. "But I explained the fee proposed, which I suggested should be given to the hospital. I argued that as Godiva rode naked through the town to save poor people from heavy taxes, it was little enough for me to impersonate her, so at length Mum and Dad agreed.	[296, 229, 426, 361]
subheading: FOUND SAFE IN ATLANTIC.	[15, 918, 143, 929]
subheading: A CHICAGO OFFER.	[176, 628, 267, 639]
dateline: WANGANUI, June 29.	[204, 923, 285, 934]
subheading: ANOTHER CRISIS.	[461, 71, 545, 82]
paragraph: Neighbours state that before starting on the two and a half mile walk to the river, the mother told them of her grim intention but was not believed.	[296, 764, 426, 819]
paragraph: It is expected the Eagle, with the rescued aviators, will arrive at Gibraltar to assist in the welcome.	[11, 1283, 147, 1316]
dateline: LONDON, June 30.	[215, 641, 285, 652]
paragraph: Meanwhile, however, the Department's energies are being concentrated on opening and maintaining the main lines of communication.	[722, 1172, 856, 1227]
paragraph: Dr Adams remarked that after investigating the first estimate of the general intensity of the shock it must be somewhat reduced in the Nelson district.	[722, 1660, 856, 1715]
subheading: ACCUSED CHARGED.	[312, 875, 410, 886]
paragraph: M. Ongley and H. E. Fyfe, of the Geological Department, Wellington, have also arrived in Nelson and will accompany the party.	[722, 1412, 856, 1456]
column-2	[153, 46, 291, 1715]
subheading: MAORI'S DEATH.	[606, 504, 685, 515]
paragraph: There was special enthusiasm at the British Embassy owing to the fact that the Eagle persevered with the search in a gale of wind, when all hope had been given up, even by Spain itself.	[11, 1226, 147, 1281]
dateline: LONDON, June 30.	[356, 595, 426, 606]
source-credit: (Received this day at 8.20 a.m.)	[306, 126, 416, 137]
subheading: THREE LIVES LOST.	[315, 1288, 407, 1299]
